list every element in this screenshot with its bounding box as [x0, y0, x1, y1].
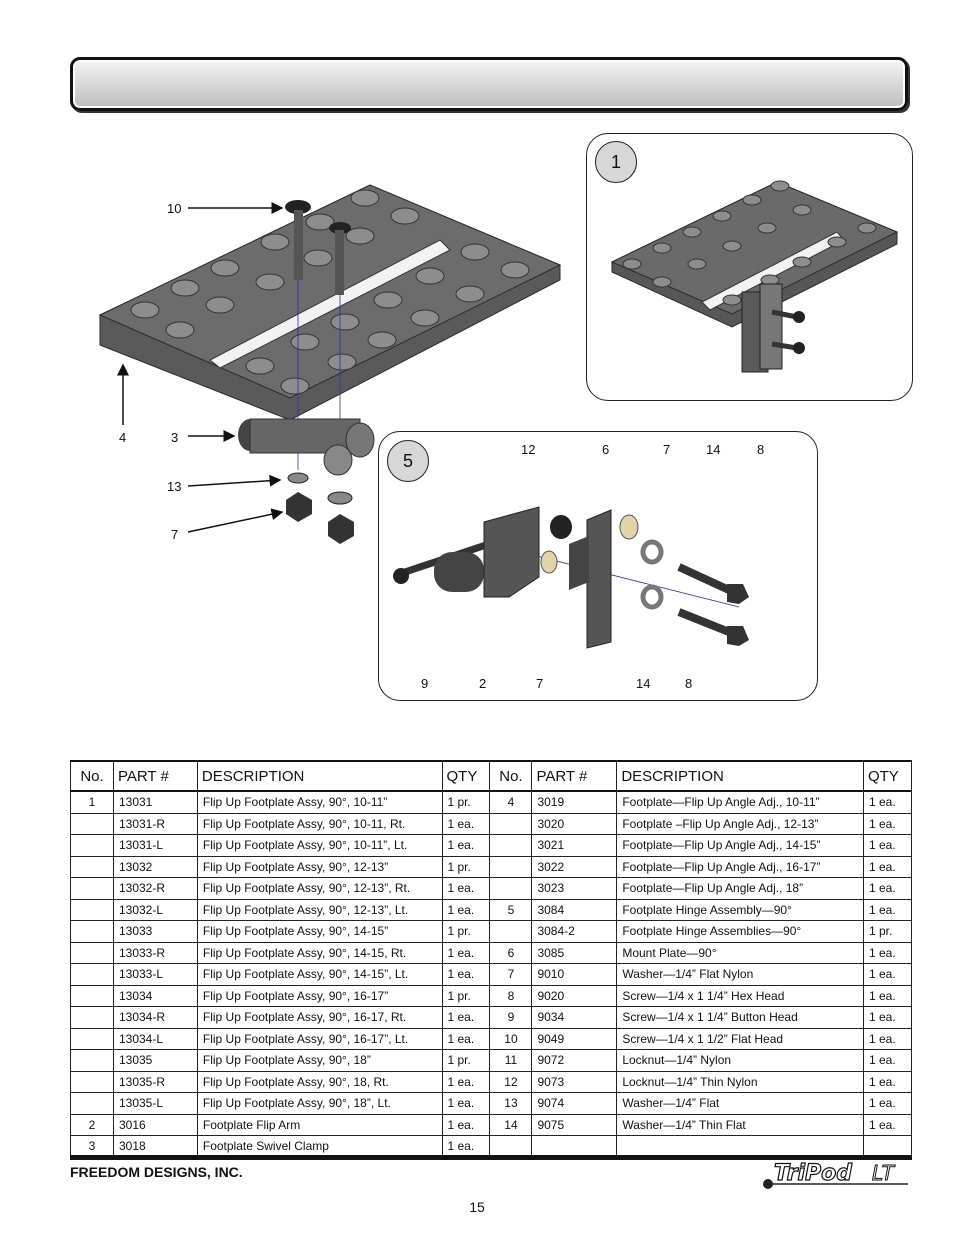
cell-description: Flip Up Footplate Assy, 90°, 10-11” [197, 791, 442, 813]
cell-qty-2: 1 ea. [863, 835, 911, 857]
cell-no-2: 14 [490, 1114, 532, 1136]
cell-no [71, 835, 114, 857]
cell-qty: 1 ea. [442, 813, 490, 835]
cell-no-2: 12 [490, 1071, 532, 1093]
cell-part: 13031-R [113, 813, 197, 835]
table-row [71, 964, 912, 986]
table-row [71, 985, 912, 1007]
cell-qty-2: 1 ea. [863, 791, 911, 813]
callout-13: 13 [167, 479, 182, 494]
col-header-no: No. [71, 761, 114, 791]
cell-qty-2: 1 ea. [863, 878, 911, 900]
cell-part-2: 3022 [532, 856, 617, 878]
cell-part: 13032 [113, 856, 197, 878]
table-row [71, 942, 912, 964]
cell-part-2: 9074 [532, 1093, 617, 1115]
cell-no [71, 1071, 114, 1093]
cell-qty: 1 pr. [442, 1050, 490, 1072]
cell-part: 3016 [113, 1114, 197, 1136]
cell-description-2: Footplate –Flip Up Angle Adj., 12-13” [617, 813, 864, 835]
callout-4: 4 [119, 430, 127, 445]
cell-no-2 [490, 921, 532, 943]
cell-description-2: Washer—1/4” Flat Nylon [617, 964, 864, 986]
cell-description: Flip Up Footplate Assy, 90°, 10-11, Rt. [197, 813, 442, 835]
table-row [71, 1028, 912, 1050]
cell-description: Flip Up Footplate Assy, 90°, 16-17, Rt. [197, 1007, 442, 1029]
cell-description: Flip Up Footplate Assy, 90°, 18, Rt. [197, 1071, 442, 1093]
cell-description-2: Screw—1/4 x 1 1/4” Hex Head [617, 985, 864, 1007]
cell-qty-2: 1 pr. [863, 921, 911, 943]
cell-qty-2: 1 ea. [863, 1071, 911, 1093]
callout-inset5-6: 6 [602, 442, 610, 457]
cell-no [71, 1028, 114, 1050]
cell-no [71, 942, 114, 964]
cell-no [71, 964, 114, 986]
footer-company-name: FREEDOM DESIGNS, INC. [70, 1164, 243, 1180]
cell-qty: 1 ea. [442, 899, 490, 921]
cell-qty: 1 ea. [442, 942, 490, 964]
cell-no [71, 1050, 114, 1072]
cell-description: Flip Up Footplate Assy, 90°, 16-17”, Lt. [197, 1028, 442, 1050]
cell-qty: 1 ea. [442, 835, 490, 857]
callout-inset5-14-bottom: 14 [636, 676, 651, 691]
table-row [71, 835, 912, 857]
cell-description-2: Mount Plate—90° [617, 942, 864, 964]
hinge-exploded-drawing [389, 472, 809, 682]
cell-description: Flip Up Footplate Assy, 90°, 16-17” [197, 985, 442, 1007]
table-row [71, 1093, 912, 1115]
cell-description: Flip Up Footplate Assy, 90°, 14-15” [197, 921, 442, 943]
cell-no: 1 [71, 791, 114, 813]
cell-part-2: 3020 [532, 813, 617, 835]
cell-part: 13033-L [113, 964, 197, 986]
cell-part: 13034-L [113, 1028, 197, 1050]
cell-description: Flip Up Footplate Assy, 90°, 12-13”, Rt. [197, 878, 442, 900]
cell-part: 13034-R [113, 1007, 197, 1029]
table-row [71, 813, 912, 835]
cell-part-2: 9075 [532, 1114, 617, 1136]
cell-qty: 1 ea. [442, 1071, 490, 1093]
cell-no: 3 [71, 1136, 114, 1159]
callout-inset5-7-bottom: 7 [536, 676, 544, 691]
col-header-description-2: DESCRIPTION [617, 761, 864, 791]
col-header-part: PART # [113, 761, 197, 791]
cell-no-2 [490, 878, 532, 900]
cell-qty: 1 ea. [442, 1028, 490, 1050]
cell-description-2: Washer—1/4” Thin Flat [617, 1114, 864, 1136]
page-number: 15 [469, 1199, 485, 1215]
table-row [71, 921, 912, 943]
cell-no-2: 4 [490, 791, 532, 813]
cell-part: 13033-R [113, 942, 197, 964]
cell-qty: 1 pr. [442, 856, 490, 878]
cell-qty: 1 pr. [442, 921, 490, 943]
inset-1-assembled-view [586, 133, 913, 401]
cell-description: Footplate Flip Arm [197, 1114, 442, 1136]
cell-qty-2: 1 ea. [863, 813, 911, 835]
cell-description: Flip Up Footplate Assy, 90°, 12-13”, Lt. [197, 899, 442, 921]
col-header-qty: QTY [442, 761, 490, 791]
cell-no: 2 [71, 1114, 114, 1136]
cell-qty-2: 1 ea. [863, 942, 911, 964]
table-row [71, 1114, 912, 1136]
cell-description-2: Screw—1/4 x 1 1/4” Button Head [617, 1007, 864, 1029]
callout-inset5-14-top: 14 [706, 442, 721, 457]
cell-description-2: Screw—1/4 x 1 1/2” Flat Head [617, 1028, 864, 1050]
callout-10: 10 [167, 201, 182, 216]
cell-description-2: Footplate Hinge Assemblies—90° [617, 921, 864, 943]
cell-description-2: Footplate—Flip Up Angle Adj., 16-17” [617, 856, 864, 878]
col-header-part-2: PART # [532, 761, 617, 791]
cell-no [71, 856, 114, 878]
svg-text:LT: LT [872, 1161, 895, 1185]
cell-no [71, 985, 114, 1007]
cell-part-2: 3085 [532, 942, 617, 964]
cell-part-2: 9073 [532, 1071, 617, 1093]
parts-table [70, 760, 912, 1160]
callout-inset5-8-bottom: 8 [685, 676, 693, 691]
cell-part-2: 3084 [532, 899, 617, 921]
cell-description: Flip Up Footplate Assy, 90°, 18” [197, 1050, 442, 1072]
cell-part: 13031 [113, 791, 197, 813]
table-row [71, 791, 912, 813]
cell-part: 13031-L [113, 835, 197, 857]
cell-qty-2: 1 ea. [863, 1028, 911, 1050]
cell-description-2: Footplate Hinge Assembly—90° [617, 899, 864, 921]
cell-qty-2: 1 ea. [863, 1050, 911, 1072]
cell-part: 13035 [113, 1050, 197, 1072]
cell-description: Flip Up Footplate Assy, 90°, 12-13” [197, 856, 442, 878]
cell-no [71, 1093, 114, 1115]
cell-no-2: 11 [490, 1050, 532, 1072]
cell-description-2: Locknut—1/4” Nylon [617, 1050, 864, 1072]
table-row [71, 1007, 912, 1029]
cell-description: Flip Up Footplate Assy, 90°, 18”, Lt. [197, 1093, 442, 1115]
cell-description-2: Footplate—Flip Up Angle Adj., 10-11” [617, 791, 864, 813]
cell-no [71, 899, 114, 921]
cell-part: 13035-L [113, 1093, 197, 1115]
cell-part: 3018 [113, 1136, 197, 1159]
cell-no [71, 813, 114, 835]
assembled-footplate-icon [602, 172, 902, 382]
cell-no-2 [490, 835, 532, 857]
cell-no-2: 8 [490, 985, 532, 1007]
cell-part-2: 9010 [532, 964, 617, 986]
table-row [71, 899, 912, 921]
cell-part-2: 3021 [532, 835, 617, 857]
table-row [71, 1071, 912, 1093]
cell-description-2: Footplate—Flip Up Angle Adj., 14-15” [617, 835, 864, 857]
cell-qty: 1 ea. [442, 964, 490, 986]
inset-5-badge: 5 [387, 440, 429, 482]
table-row [71, 856, 912, 878]
cell-no-2: 13 [490, 1093, 532, 1115]
cell-part-2: 9049 [532, 1028, 617, 1050]
cell-qty: 1 ea. [442, 1114, 490, 1136]
cell-no-2: 5 [490, 899, 532, 921]
cell-description: Flip Up Footplate Assy, 90°, 14-15”, Lt. [197, 964, 442, 986]
cell-qty-2: 1 ea. [863, 899, 911, 921]
cell-part-2: 3023 [532, 878, 617, 900]
col-header-qty-2: QTY [863, 761, 911, 791]
cell-qty: 1 pr. [442, 985, 490, 1007]
callout-inset5-2: 2 [479, 676, 487, 691]
cell-qty-2: 1 ea. [863, 1114, 911, 1136]
cell-part: 13032-R [113, 878, 197, 900]
callout-inset5-8-top: 8 [757, 442, 765, 457]
callout-inset5-7-top: 7 [663, 442, 671, 457]
cell-qty-2: 1 ea. [863, 1007, 911, 1029]
callout-inset5-12: 12 [521, 442, 536, 457]
cell-qty-2: 1 ea. [863, 856, 911, 878]
cell-qty-2: 1 ea. [863, 985, 911, 1007]
table-row [71, 878, 912, 900]
cell-no-2: 9 [490, 1007, 532, 1029]
cell-part: 13032-L [113, 899, 197, 921]
inset-5-hinge-exploded [378, 431, 818, 701]
cell-part: 13033 [113, 921, 197, 943]
cell-no [71, 1007, 114, 1029]
callout-3: 3 [171, 430, 179, 445]
cell-part-2: 9072 [532, 1050, 617, 1072]
footer-rule [70, 1155, 912, 1157]
cell-qty: 1 ea. [442, 1007, 490, 1029]
cell-no [71, 921, 114, 943]
cell-description-2: Footplate—Flip Up Angle Adj., 18” [617, 878, 864, 900]
cell-qty: 1 ea. [442, 1136, 490, 1159]
col-header-no-2: No. [490, 761, 532, 791]
cell-qty-2: 1 ea. [863, 964, 911, 986]
cell-description-2: Locknut—1/4” Thin Nylon [617, 1071, 864, 1093]
cell-part-2: 3019 [532, 791, 617, 813]
parts-table-header [71, 761, 912, 791]
cell-description: Footplate Swivel Clamp [197, 1136, 442, 1159]
cell-qty-2: 1 ea. [863, 1093, 911, 1115]
cell-part: 13034 [113, 985, 197, 1007]
cell-part-2: 9034 [532, 1007, 617, 1029]
cell-part-2: 9020 [532, 985, 617, 1007]
cell-qty: 1 pr. [442, 791, 490, 813]
svg-text:TriPod: TriPod [774, 1161, 852, 1186]
cell-description: Flip Up Footplate Assy, 90°, 14-15, Rt. [197, 942, 442, 964]
parts-table-body [71, 791, 912, 1158]
inset-1-badge: 1 [595, 141, 637, 183]
callout-7: 7 [171, 527, 179, 542]
cell-qty: 1 ea. [442, 878, 490, 900]
cell-part: 13035-R [113, 1071, 197, 1093]
tripod-lt-logo [760, 1158, 912, 1192]
table-row [71, 1050, 912, 1072]
cell-no-2: 10 [490, 1028, 532, 1050]
col-header-description: DESCRIPTION [197, 761, 442, 791]
cell-description: Flip Up Footplate Assy, 90°, 10-11”, Lt. [197, 835, 442, 857]
cell-no [71, 878, 114, 900]
cell-no-2 [490, 813, 532, 835]
cell-no-2 [490, 856, 532, 878]
cell-no-2: 6 [490, 942, 532, 964]
cell-qty: 1 ea. [442, 1093, 490, 1115]
callout-inset5-9: 9 [421, 676, 429, 691]
cell-description-2: Washer—1/4” Flat [617, 1093, 864, 1115]
cell-part-2: 3084-2 [532, 921, 617, 943]
cell-no-2: 7 [490, 964, 532, 986]
